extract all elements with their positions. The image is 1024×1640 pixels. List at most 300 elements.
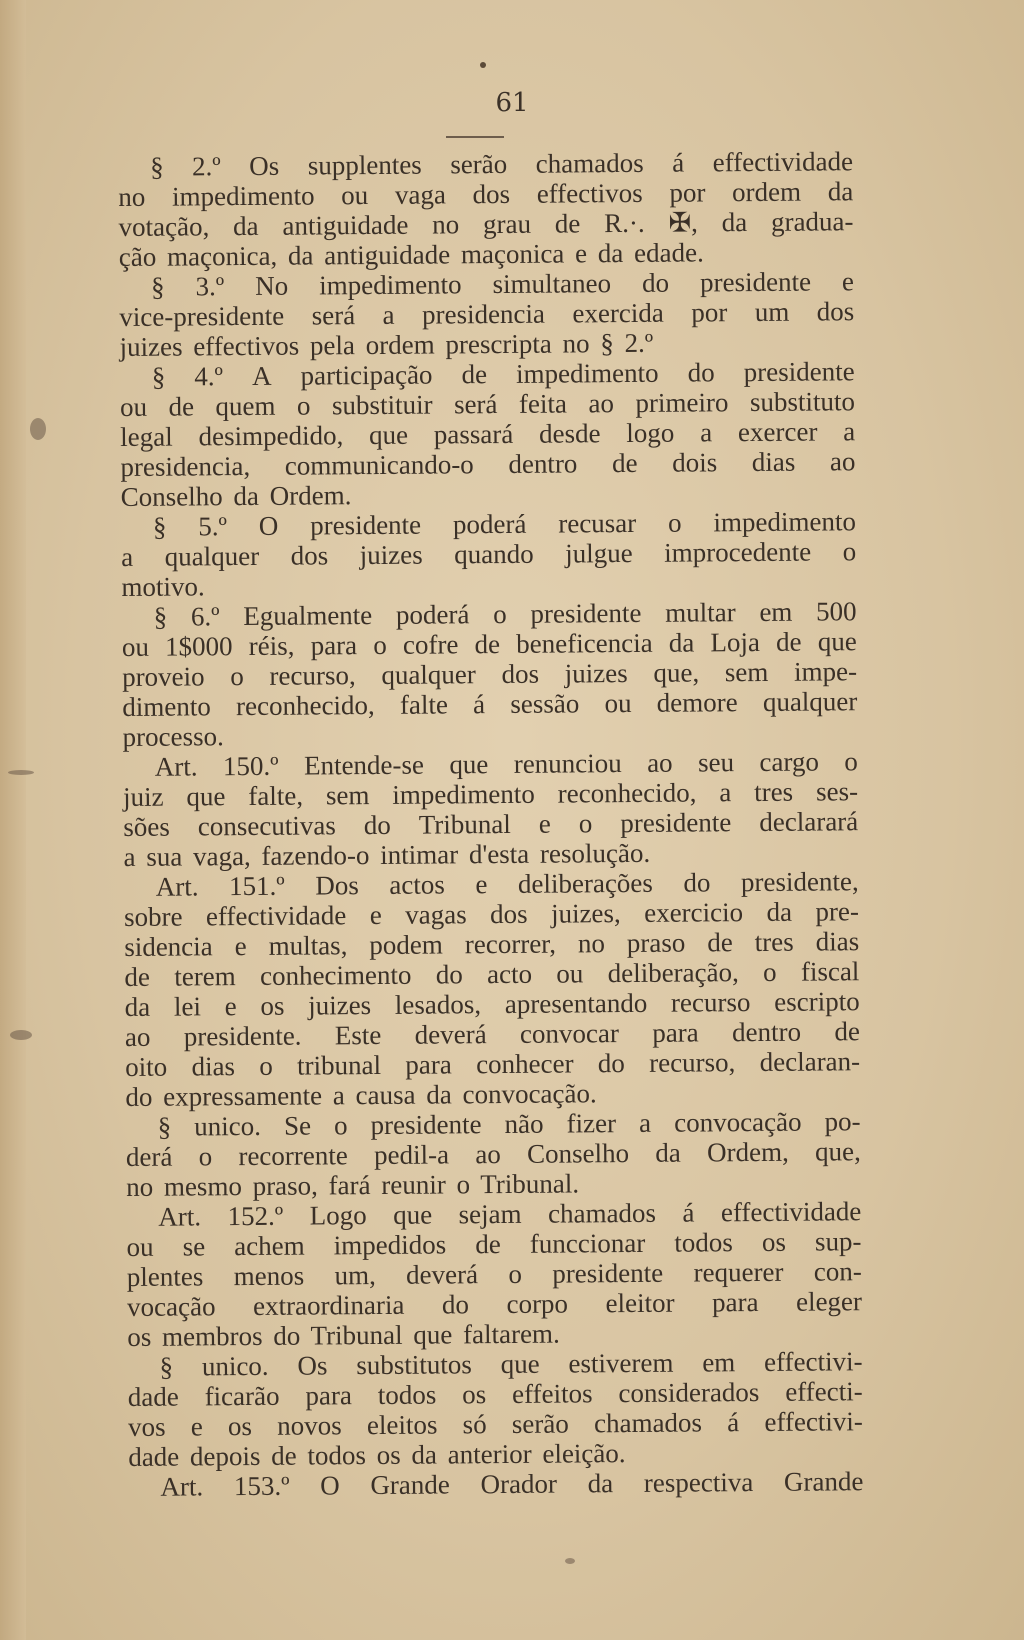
ink-dot bbox=[480, 62, 486, 68]
word: vocação bbox=[126, 1291, 216, 1322]
word: declarará bbox=[759, 806, 859, 837]
word: funccionar bbox=[529, 1227, 646, 1259]
word: poderá bbox=[395, 599, 470, 630]
word: o bbox=[333, 1110, 348, 1141]
word: 500 bbox=[815, 596, 857, 627]
word: e bbox=[234, 931, 247, 962]
word: o bbox=[198, 1141, 213, 1172]
word: grau bbox=[482, 208, 532, 240]
word: os bbox=[227, 1410, 253, 1442]
word: multar bbox=[665, 597, 736, 628]
word: Tribunal bbox=[418, 808, 511, 840]
word: que bbox=[393, 1199, 433, 1230]
word: vos bbox=[127, 1411, 166, 1442]
word: recurso bbox=[670, 987, 751, 1018]
word: para bbox=[711, 1287, 759, 1318]
word: que bbox=[449, 749, 489, 780]
word: primeiro bbox=[635, 387, 729, 418]
word: ou bbox=[119, 391, 148, 422]
word: convocar bbox=[519, 1018, 620, 1049]
line-text: no mesmo praso, fará reunir o Tribunal. bbox=[126, 1168, 580, 1202]
word: § bbox=[159, 1351, 174, 1382]
word: sejam bbox=[458, 1198, 522, 1230]
word: presidente bbox=[530, 597, 642, 629]
word: impedimento bbox=[713, 506, 857, 538]
word: á bbox=[472, 689, 486, 720]
word: para bbox=[405, 1049, 452, 1080]
word: que bbox=[368, 419, 409, 451]
word: Se bbox=[283, 1110, 312, 1141]
word: por bbox=[691, 297, 728, 328]
word: Ordem, bbox=[706, 1136, 789, 1168]
word: o bbox=[259, 1050, 273, 1081]
word: dos bbox=[489, 898, 528, 930]
line-text: do expressamente a causa da convocação. bbox=[125, 1078, 597, 1112]
text-line bbox=[118, 206, 853, 242]
word: exercida bbox=[572, 297, 664, 329]
word: da bbox=[587, 1468, 614, 1499]
word: actos bbox=[389, 869, 445, 900]
word: ou bbox=[126, 1231, 154, 1262]
word: presidente bbox=[620, 807, 732, 839]
margin-ink-mark bbox=[8, 770, 34, 775]
word: o bbox=[508, 1258, 523, 1289]
word: communicando-o bbox=[284, 449, 474, 481]
word: e bbox=[190, 1411, 203, 1442]
word: Orador bbox=[480, 1468, 558, 1500]
word: dade bbox=[127, 1381, 179, 1412]
word: Os bbox=[297, 1350, 328, 1381]
word: presidente bbox=[743, 356, 855, 388]
word: chamados bbox=[547, 1197, 657, 1229]
word: de bbox=[474, 629, 501, 660]
word: participação bbox=[300, 359, 433, 391]
word: qualquer bbox=[381, 659, 476, 690]
word: legal bbox=[120, 421, 173, 452]
page-edge-shadow bbox=[0, 0, 26, 1640]
word: da bbox=[668, 627, 695, 658]
word: sidencia bbox=[124, 931, 213, 962]
text-line bbox=[128, 1376, 863, 1412]
word: chamados bbox=[593, 1407, 703, 1439]
word: dias bbox=[815, 926, 860, 957]
word: para bbox=[305, 1380, 353, 1411]
word: serão bbox=[450, 148, 508, 180]
word: da bbox=[827, 176, 854, 207]
word: Art. bbox=[154, 751, 198, 782]
word: desimpedido, bbox=[198, 420, 344, 452]
word: no bbox=[577, 928, 605, 959]
word: § bbox=[152, 511, 167, 542]
word: sem bbox=[325, 780, 370, 811]
word: juiz bbox=[122, 781, 164, 812]
word: 2.º bbox=[191, 151, 221, 182]
word: renunciou bbox=[513, 748, 622, 779]
word: seu bbox=[697, 747, 735, 778]
word: falte, bbox=[248, 780, 304, 811]
word: da bbox=[124, 991, 151, 1022]
word: todos bbox=[674, 1227, 733, 1258]
word: dimento bbox=[122, 691, 211, 722]
word: impe- bbox=[793, 656, 858, 687]
word: § bbox=[151, 361, 166, 392]
word: deverá bbox=[405, 1259, 479, 1290]
text-line bbox=[124, 866, 859, 902]
page-number: 61 bbox=[495, 88, 529, 118]
word: os bbox=[260, 990, 285, 1021]
word: recorrente bbox=[238, 1140, 348, 1172]
word: o bbox=[842, 536, 857, 567]
word: novos bbox=[277, 1410, 342, 1441]
word: effectivos bbox=[536, 177, 643, 209]
line-text: processo. bbox=[122, 721, 224, 752]
word: o bbox=[230, 661, 244, 692]
word: R.·. bbox=[604, 207, 645, 239]
word: juizes bbox=[564, 658, 628, 689]
word: de bbox=[475, 1229, 501, 1260]
text-line bbox=[125, 1016, 860, 1052]
text-line bbox=[126, 1136, 861, 1172]
word: o bbox=[493, 598, 507, 630]
word: a bbox=[382, 299, 395, 330]
word: tribunal bbox=[296, 1049, 382, 1081]
word: de bbox=[124, 961, 151, 992]
text-line bbox=[120, 416, 855, 452]
word: estiverem bbox=[568, 1347, 674, 1379]
word: § bbox=[150, 271, 165, 302]
word: falte bbox=[399, 689, 449, 720]
word: con- bbox=[813, 1256, 862, 1287]
word: demore bbox=[656, 687, 738, 718]
word: o bbox=[373, 629, 387, 661]
text-line bbox=[126, 1196, 861, 1232]
word: A bbox=[251, 360, 272, 391]
word: se bbox=[182, 1231, 206, 1262]
word: de bbox=[775, 626, 802, 657]
word: e bbox=[475, 869, 488, 900]
word: terem bbox=[174, 961, 236, 992]
header-rule bbox=[446, 136, 504, 138]
word: No bbox=[255, 270, 289, 301]
word: juizes bbox=[359, 539, 423, 571]
word: tres bbox=[754, 926, 794, 958]
word: effecti- bbox=[785, 1376, 863, 1407]
word: o bbox=[844, 746, 858, 777]
line-text: Conselho da Ordem. bbox=[120, 480, 352, 512]
word: escripto bbox=[774, 986, 860, 1017]
word: Loja bbox=[710, 626, 761, 658]
word: o bbox=[667, 507, 682, 538]
word: que bbox=[500, 1348, 540, 1380]
word: Entende-se bbox=[303, 749, 425, 781]
word: Art. bbox=[158, 1201, 202, 1232]
word: feita bbox=[518, 388, 568, 419]
word: eleger bbox=[795, 1286, 863, 1317]
word: ✠, bbox=[668, 207, 698, 238]
word: Dos bbox=[315, 870, 359, 901]
word: requerer bbox=[693, 1256, 784, 1288]
word: o bbox=[578, 808, 593, 839]
word: para bbox=[652, 1017, 699, 1048]
word: reconhecido, bbox=[235, 690, 375, 722]
word: em bbox=[702, 1347, 736, 1378]
word: § bbox=[153, 601, 168, 632]
word: por bbox=[669, 177, 706, 208]
word: ao bbox=[475, 1139, 501, 1170]
word: desde bbox=[538, 418, 601, 449]
word: o bbox=[762, 956, 777, 987]
word: exercer bbox=[737, 416, 818, 448]
word: 1$000 bbox=[164, 631, 233, 662]
word: dias bbox=[191, 1051, 236, 1082]
word: menos bbox=[233, 1260, 305, 1292]
word: do bbox=[683, 867, 711, 898]
word: impedidos bbox=[333, 1229, 447, 1261]
word: effectividade bbox=[205, 900, 347, 932]
word: lesados, bbox=[394, 989, 482, 1020]
word: podem bbox=[369, 929, 443, 961]
word: qualquer bbox=[164, 540, 260, 572]
word: réis, bbox=[248, 630, 295, 661]
word: no bbox=[118, 181, 146, 212]
word: de bbox=[834, 1016, 860, 1047]
word: Art. bbox=[155, 871, 199, 902]
word: considerados bbox=[618, 1377, 760, 1409]
word: effeitos bbox=[511, 1378, 593, 1409]
body-text bbox=[118, 146, 864, 1502]
word: ordem bbox=[731, 176, 802, 208]
word: dentro bbox=[508, 448, 578, 479]
word: vagas bbox=[405, 899, 467, 930]
text-line bbox=[127, 1286, 862, 1322]
word: declaran- bbox=[759, 1046, 861, 1077]
word: a bbox=[719, 777, 732, 808]
word: effectivi- bbox=[763, 1346, 863, 1377]
word: impedimento bbox=[515, 357, 659, 389]
word: deliberação, bbox=[607, 957, 739, 989]
word: achem bbox=[234, 1230, 305, 1262]
word: da bbox=[655, 1137, 681, 1168]
word: ou bbox=[556, 958, 584, 989]
word: que, bbox=[653, 657, 700, 688]
word: ou bbox=[604, 687, 632, 719]
word: e bbox=[841, 266, 855, 297]
word: os bbox=[761, 1226, 787, 1257]
word: e bbox=[224, 991, 237, 1022]
word: Logo bbox=[309, 1200, 367, 1231]
word: 3.º bbox=[195, 271, 225, 302]
word: fiscal bbox=[800, 956, 860, 987]
line-text: os membros do Tribunal que faltarem. bbox=[127, 1318, 560, 1352]
word: simultaneo bbox=[492, 268, 612, 300]
word: juizes, bbox=[550, 898, 621, 929]
word: 5.º bbox=[198, 511, 228, 542]
word: O bbox=[258, 510, 279, 541]
word: supplentes bbox=[307, 149, 422, 181]
word: 4.º bbox=[194, 361, 224, 392]
word: e bbox=[538, 808, 551, 839]
word: impedimento bbox=[171, 180, 315, 212]
margin-ink-mark bbox=[10, 1030, 32, 1040]
word: julgue bbox=[565, 537, 633, 569]
word: unico. bbox=[201, 1350, 269, 1382]
word: ao bbox=[829, 446, 856, 477]
word: consecutivas bbox=[197, 810, 336, 842]
word: um bbox=[754, 296, 790, 328]
word: ses- bbox=[815, 776, 859, 807]
word: da bbox=[232, 210, 259, 242]
word: ou bbox=[341, 180, 369, 211]
word: chamados bbox=[535, 147, 644, 179]
ink-dot bbox=[565, 1558, 575, 1564]
word: 6.º bbox=[190, 601, 220, 632]
word: praso bbox=[626, 927, 686, 959]
word: recurso, bbox=[269, 660, 356, 691]
word: oito bbox=[125, 1051, 168, 1082]
word: sobre bbox=[123, 901, 183, 932]
word: quem bbox=[215, 390, 276, 422]
word: recusar bbox=[558, 507, 637, 539]
word: eleitor bbox=[605, 1287, 675, 1319]
word: sem bbox=[724, 656, 769, 688]
word: em bbox=[759, 596, 793, 627]
word: derá bbox=[125, 1141, 173, 1172]
word: á bbox=[727, 1407, 740, 1438]
word: extraordinaria bbox=[252, 1289, 405, 1321]
word: o bbox=[296, 390, 311, 421]
word: será bbox=[311, 300, 356, 331]
word: cargo bbox=[759, 746, 820, 777]
word: plentes bbox=[126, 1261, 204, 1292]
word: ao bbox=[124, 1021, 151, 1052]
word: conhecer bbox=[476, 1048, 574, 1080]
word: a bbox=[638, 1107, 652, 1138]
word: todos bbox=[377, 1379, 437, 1410]
text-line bbox=[122, 656, 857, 692]
word: effectividade bbox=[712, 146, 854, 178]
word: no bbox=[432, 209, 460, 240]
word: a bbox=[700, 417, 713, 448]
word: dos bbox=[816, 296, 855, 327]
word: ao bbox=[588, 388, 615, 419]
word: pedil-a bbox=[373, 1139, 450, 1171]
margin-ink-mark bbox=[30, 418, 46, 440]
line-text: a sua vaga, fazendo-o intimar d'esta resolução. bbox=[123, 837, 651, 872]
word: 151.º bbox=[228, 870, 285, 902]
word: que bbox=[817, 626, 857, 657]
word: improcedente bbox=[664, 536, 812, 568]
word: substituir bbox=[331, 389, 433, 421]
word: de bbox=[461, 359, 488, 390]
word: do bbox=[641, 267, 670, 298]
word: do bbox=[435, 959, 463, 990]
word: Grande bbox=[783, 1466, 864, 1497]
word: presidente, bbox=[740, 866, 859, 898]
word: presidente. bbox=[183, 1020, 302, 1052]
word: Este bbox=[334, 1019, 382, 1051]
word: que, bbox=[814, 1136, 861, 1167]
word: só bbox=[462, 1409, 487, 1440]
word: presidente bbox=[699, 266, 812, 298]
word: effectivi- bbox=[764, 1406, 863, 1437]
line-text: ção maçonica, da antiguidade maçonica e da edade. bbox=[118, 237, 704, 272]
word: Conselho bbox=[526, 1138, 630, 1169]
word: ao bbox=[647, 747, 673, 778]
word: á bbox=[682, 1197, 695, 1228]
word: presidente bbox=[310, 509, 422, 541]
word: antiguidade bbox=[282, 209, 409, 241]
word: a bbox=[843, 416, 856, 447]
word: lei bbox=[173, 991, 202, 1022]
word: substitutos bbox=[356, 1349, 472, 1381]
word: acto bbox=[486, 958, 533, 990]
word: 150.º bbox=[222, 750, 279, 782]
word: Grande bbox=[370, 1469, 450, 1501]
word: Os bbox=[249, 150, 280, 181]
word: dias bbox=[751, 446, 796, 478]
word: e bbox=[369, 899, 382, 931]
word: proveio bbox=[122, 661, 205, 692]
word: de bbox=[554, 208, 581, 239]
word: cofre bbox=[402, 629, 459, 660]
text-line bbox=[128, 1466, 863, 1502]
word: deliberações bbox=[517, 867, 653, 899]
word: Art. bbox=[160, 1471, 204, 1502]
word: quando bbox=[454, 538, 534, 570]
word: da bbox=[721, 207, 748, 238]
word: será bbox=[453, 389, 498, 420]
line-text: juizes effectivos pela ordem prescripta no § 2.º bbox=[119, 327, 654, 362]
word: passará bbox=[433, 418, 514, 450]
word: pre- bbox=[815, 896, 859, 927]
word: do bbox=[687, 357, 715, 388]
word: impedimento bbox=[319, 269, 462, 301]
word: unico. bbox=[194, 1110, 262, 1142]
word: de bbox=[707, 927, 733, 958]
word: do bbox=[441, 1289, 470, 1320]
word: ou bbox=[121, 631, 150, 662]
word: para bbox=[310, 630, 358, 661]
word: exercicio bbox=[644, 897, 744, 928]
word: substituto bbox=[749, 386, 856, 418]
word: tres bbox=[754, 776, 794, 808]
word: da bbox=[766, 896, 793, 927]
word: 153.º bbox=[233, 1470, 290, 1502]
word: presidencia, bbox=[120, 450, 251, 482]
word: Egualmente bbox=[243, 600, 373, 632]
word: vaga bbox=[394, 179, 446, 210]
word: ficarão bbox=[204, 1380, 280, 1412]
word: um, bbox=[334, 1260, 376, 1291]
word: presidente bbox=[552, 1257, 664, 1289]
word: deverá bbox=[414, 1019, 487, 1050]
word: gradua- bbox=[770, 206, 854, 237]
word: multas, bbox=[268, 930, 348, 961]
word: juizes bbox=[308, 990, 372, 1021]
word: votação, bbox=[118, 211, 210, 242]
word: eleitos bbox=[366, 1409, 438, 1441]
word: vice-presidente bbox=[119, 300, 285, 332]
word: convocação bbox=[674, 1106, 802, 1138]
line-text: motivo. bbox=[121, 571, 205, 602]
word: não bbox=[504, 1108, 544, 1139]
word: sup- bbox=[814, 1226, 862, 1257]
word: 152.º bbox=[227, 1200, 284, 1232]
word: effectividade bbox=[720, 1196, 862, 1228]
line-text: dade depois de todos os da anterior eleição. bbox=[128, 1438, 626, 1472]
word: a bbox=[121, 541, 134, 572]
text-line bbox=[121, 536, 856, 572]
